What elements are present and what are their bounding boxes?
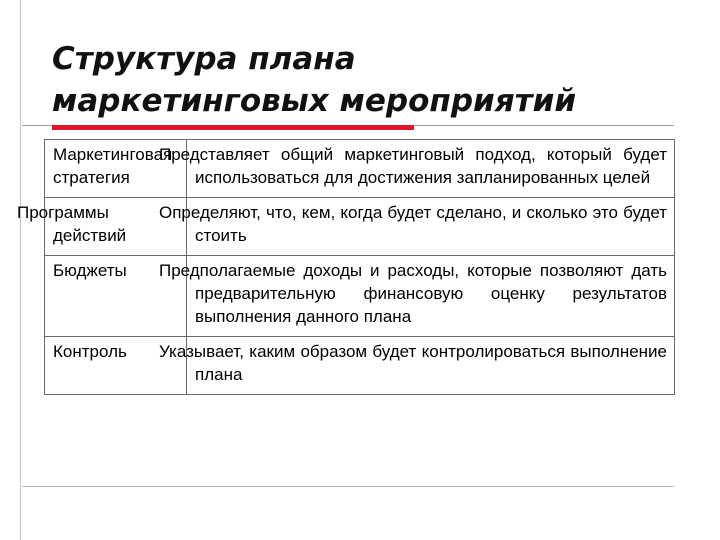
- definition-cell: Предполагаемые доходы и расходы, которые позволяют дать предварительную финансовую оценку результатов выполнения данного плана: [187, 256, 675, 337]
- term-cell: Программы действий: [45, 198, 187, 256]
- term-cell: Бюджеты: [45, 256, 187, 337]
- slide-bottom-rule: [22, 486, 674, 487]
- table-row: [45, 140, 675, 198]
- slide-title-line-1: Структура плана: [52, 41, 356, 77]
- table-row: [45, 256, 675, 337]
- marketing-plan-table: [17, 139, 675, 395]
- slide-title-line-2: маркетинговых мероприятий: [52, 83, 577, 119]
- slide-title: [52, 38, 692, 122]
- definition-cell: Указывает, каким образом будет контролироваться выполнение плана: [187, 337, 675, 395]
- title-underline-red-accent: [52, 125, 414, 130]
- table-row: [45, 337, 675, 395]
- definition-cell: Представляет общий маркетинговый подход, который будет использоваться для достижения запланированных целей: [187, 140, 675, 198]
- slide-left-frame-line: [20, 0, 21, 540]
- definition-cell: Определяют, что, кем, когда будет сделано, и сколько это будет стоить: [187, 198, 675, 256]
- term-cell: Контроль: [45, 337, 187, 395]
- term-cell: Маркетинговая стратегия: [45, 140, 187, 198]
- table-row: [45, 198, 675, 256]
